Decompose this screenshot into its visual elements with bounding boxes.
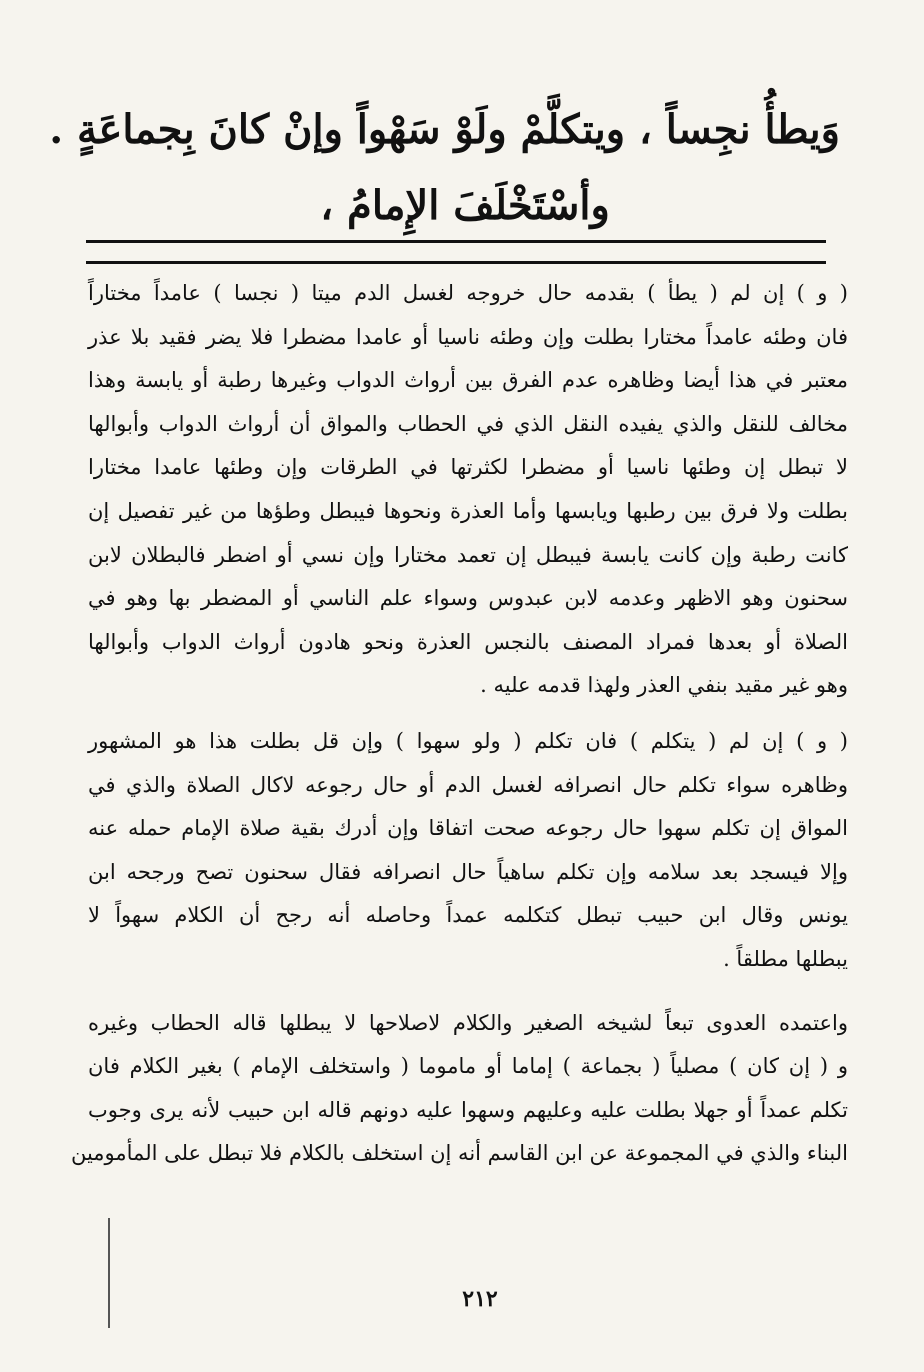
text-line: واعتمده العدوى تبعاً لشيخه الصغير والكلام لاصلاحها لا يبطلها قاله الحطاب وغيره <box>88 1010 848 1035</box>
commentary-paragraph <box>88 720 848 982</box>
divider-rule <box>86 240 826 243</box>
text-line: تكلم عمداً أو جهلا بطلت عليه وعليهم وسهوا عليه دونهم قاله ابن حبيب لأنه يرى وجوب <box>88 1097 848 1122</box>
commentary-paragraph <box>70 1002 848 1176</box>
matn-line: وَيطأُ نجِساً ، ويتكلَّمْ ولَوْ سَهْواً وإنْ كانَ بِجماعَةٍ . <box>49 106 840 153</box>
text-line: البناء والذي في المجموعة عن ابن القاسم أنه إن استخلف بالكلام فلا تبطل على المأمومين <box>70 1141 848 1166</box>
divider-rule <box>86 261 826 264</box>
text-line: المواق إن تكلم سهوا حال رجوعه صحت اتفاقا وإن أدرك بقية صلاة الإمام حمله عنه <box>88 816 848 841</box>
text-line: سحنون وهو الاظهر وعدمه لابن عبدوس وسواء علم الناسي أو المضطر بها وهو في <box>88 586 848 611</box>
text-line: لا تبطل إن وطئها ناسيا أو مضطرا لكثرتها في الطرقات وإن وطئها عامدا مختارا <box>88 455 848 480</box>
text-line: وإلا فيسجد بعد سلامه وإن تكلم ساهياً حال انصرافه فقال سحنون تصح ورجحه ابن <box>88 859 848 884</box>
text-line: يبطلها مطلقاً . <box>723 946 848 971</box>
text-line: بطلت ولا فرق بين رطبها ويابسها وأما العذرة ونحوها فيبطل وطؤها من غير تفصيل إن <box>88 498 848 523</box>
page-number: ٢١٢ <box>462 1286 498 1312</box>
commentary-text <box>70 272 848 1176</box>
text-line: فان وطئه عامداً مختارا بطلت وإن وطئه ناسيا أو عامدا مضطرا فلا يضر فقيد بلا عذر <box>88 324 848 349</box>
text-line: و ( إن كان ) مصلياً ( بجماعة ) إماما أو ماموما ( واستخلف الإمام ) بغير الكلام فان <box>88 1054 848 1079</box>
text-line: مخالف للنقل والذي يفيده النقل الذي في الحطاب والمواق أن أرواث الدواب وأبوالها <box>88 411 848 436</box>
text-line: معتبر في هذا أيضا وظاهره عدم الفرق بين أرواث الدواب وغيرها رطبة أو يابسة وهذا <box>88 368 848 393</box>
text-line: ( و ) إن لم ( يتكلم ) فان تكلم ( ولو سهوا ) وإن قل بطلت هذا هو المشهور <box>88 728 848 753</box>
text-line: الصلاة أو بعدها فمراد المصنف بالنجس العذرة ونحو هادون أرواث الدواب وأبوالها <box>88 629 848 654</box>
text-line: كانت رطبة وإن كانت يابسة فيبطل إن تعمد مختارا وإن نسي أو اضطر فالبطلان لابن <box>88 542 848 567</box>
text-line: ( و ) إن لم ( يطأ ) بقدمه حال خروجه لغسل الدم ميتا ( نجسا ) عامداً مختاراً <box>88 281 848 305</box>
margin-line <box>108 1218 110 1328</box>
matn-line: وأسْتَخْلَفَ الإِمامُ ، <box>320 182 610 229</box>
matn-text <box>49 92 840 244</box>
commentary-paragraph <box>88 272 848 708</box>
text-line: يونس وقال ابن حبيب تبطل كتكلمه عمداً وحاصله أنه رجح أن الكلام سهواً لا <box>88 903 848 928</box>
text-line: وظاهره سواء تكلم حال انصرافه لغسل الدم أو حال رجوعه لاكال الصلاة والذي في <box>88 772 848 797</box>
text-line: وهو غير مقيد بنفي العذر ولهذا قدمه عليه . <box>480 673 848 698</box>
